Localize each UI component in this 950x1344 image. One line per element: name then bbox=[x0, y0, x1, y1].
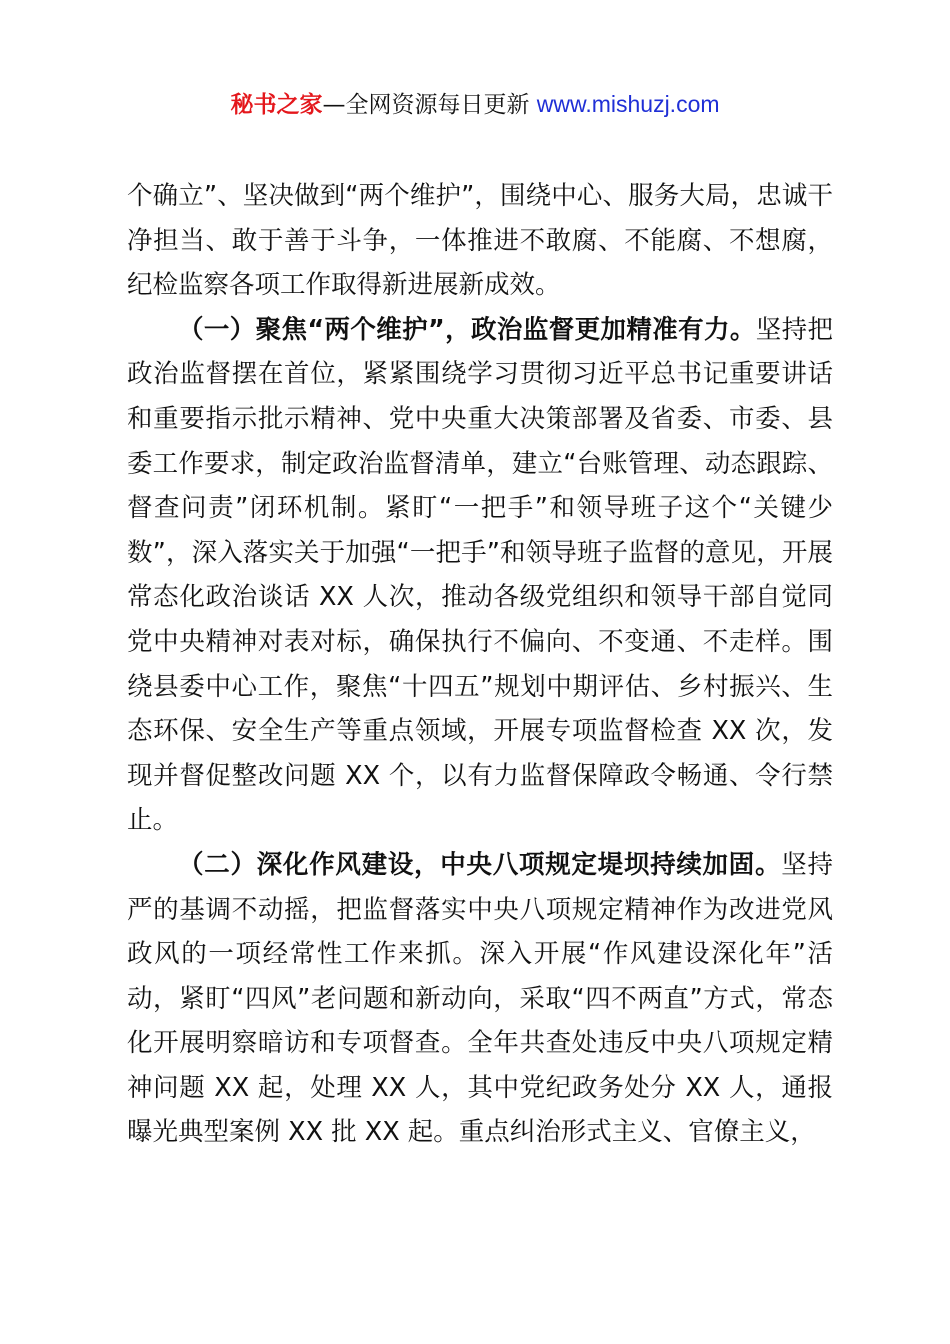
paragraph-heading: （一）聚焦“两个维护”，政治监督更加精准有力。 bbox=[178, 314, 756, 345]
document-body bbox=[127, 174, 833, 1155]
header-url-link[interactable]: www.mishuzj.com bbox=[536, 91, 720, 117]
paragraph-work-style bbox=[127, 843, 833, 1155]
paragraph-text: 个确立”、坚决做到“两个维护”，围绕中心、服务大局，忠诚干净担当、敢于善于斗争，一体推进不敢腐、不能腐、不想腐，纪检监察各项工作取得新进展新成效。 bbox=[127, 181, 833, 301]
paragraph-heading: （二）深化作风建设，中央八项规定堤坝持续加固。 bbox=[178, 849, 782, 880]
page-header bbox=[0, 86, 950, 123]
header-slogan: —全网资源每日更新 bbox=[322, 92, 537, 118]
paragraph-text: 坚持把政治监督摆在首位，紧紧围绕学习贯彻习近平总书记重要讲话和重要指示批示精神、党中央重大决策部署及省委、市委、县委工作要求，制定政治监督清单，建立“台账管理、动态跟踪、督查问责”闭环机制。紧盯“一把手”和领导班子这个“关键少数”，深入落实关于加强“一把手”和领导班子监督的意见，开展常态化政治谈话 XX 人次，推动各级党组织和领导干部自觉同党中央精神对表对标，确保执行不偏向、不变通、不走样。围绕县委中心工作，聚焦“十四五”规划中期评估、乡村振兴、生态环保、安全生产等重点领域，开展专项监督检查 XX 次，发现并督促整改问题 XX 个，以有力监督保障政令畅通、令行禁止。 bbox=[127, 314, 833, 836]
paragraph-text: 坚持严的基调不动摇，把监督落实中央八项规定精神作为改进党风政风的一项经常性工作来抓。深入开展“作风建设深化年”活动，紧盯“四风”老问题和新动向，采取“四不两直”方式，常态化开展明察暗访和专项督查。全年共查处违反中央八项规定精神问题 XX 起，处理 XX 人，其中党纪政务处分 XX 人，通报曝光典型案例 XX 批 XX 起。重点纠治形式主义、官僚主义， bbox=[127, 849, 833, 1148]
header-brand: 秘书之家 bbox=[230, 92, 323, 118]
paragraph-intro-continuation bbox=[127, 174, 833, 308]
paragraph-political-supervision bbox=[127, 308, 833, 843]
